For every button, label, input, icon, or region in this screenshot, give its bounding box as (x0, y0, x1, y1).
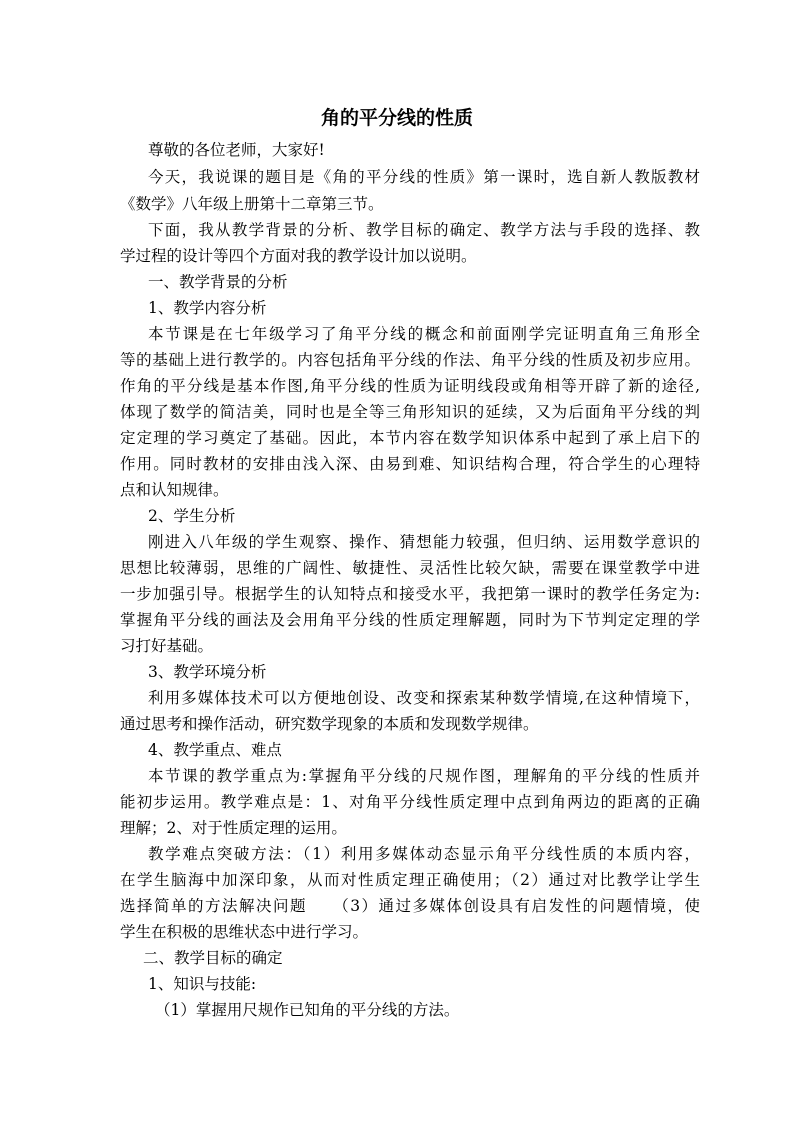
paragraph-line: 点和认知规律。 (120, 481, 229, 499)
paragraph-line: 刚进入八年级的学生观察、操作、猜想能力较强，但归纳、运用数学意识的 (148, 533, 700, 551)
section-heading: 二、教学目标的确定 (143, 949, 283, 967)
paragraph-line: 定定理的学习奠定了基础。因此，本节内容在数学知识体系中起到了承上启下的 (120, 429, 700, 447)
paragraph-line: 能初步运用。教学难点是：1、对角平分线性质定理中点到角两边的距离的正确 (120, 793, 700, 811)
paragraph-line: 选择简单的方法解决问题 （3）通过多媒体创设具有启发性的问题情境，使 (120, 897, 700, 915)
subsection-heading: 4、教学重点、难点 (148, 741, 282, 759)
paragraph-line: 体现了数学的简洁美，同时也是全等三角形知识的延续，又为后面角平分线的判 (120, 403, 700, 421)
paragraph-line: 利用多媒体技术可以方便地创设、改变和探索某种数学情境,在这种情境下， (148, 689, 700, 707)
paragraph-line: 等的基础上进行教学的。内容包括角平分线的作法、角平分线的性质及初步应用。 (120, 351, 700, 369)
paragraph-line: 习打好基础。 (120, 637, 214, 655)
paragraph-line: 教学难点突破方法：（1）利用多媒体动态显示角平分线性质的本质内容， (148, 845, 700, 863)
paragraph-line: 思想比较薄弱，思维的广阔性、敏捷性、灵活性比较欠缺，需要在课堂教学中进 (120, 559, 700, 577)
paragraph-line: 下面，我从教学背景的分析、教学目标的确定、教学方法与手段的选择、教 (148, 221, 700, 239)
subsection-heading: 3、教学环境分析 (148, 663, 267, 681)
paragraph-line: 在学生脑海中加深印象，从而对性质定理正确使用；（2）通过对比教学让学生 (120, 871, 700, 889)
paragraph-line: 作角的平分线是基本作图,角平分线的性质为证明线段或角相等开辟了新的途径, (120, 377, 700, 395)
paragraph-line: 《数学》八年级上册第十二章第三节。 (120, 195, 384, 213)
paragraph-line: 学过程的设计等四个方面对我的教学设计加以说明。 (120, 247, 477, 265)
subsection-heading: 1、知识与技能: (148, 975, 257, 993)
list-item: （1）掌握用尺规作已知角的平分线的方法。 (155, 1001, 460, 1019)
paragraph-line: 本节课的教学重点为:掌握角平分线的尺规作图，理解角的平分线的性质并 (148, 767, 700, 785)
paragraph-line: 学生在积极的思维状态中进行学习。 (120, 923, 369, 941)
paragraph-line: 今天，我说课的题目是《角的平分线的性质》第一课时，选自新人教版教材 (148, 168, 700, 186)
document-title: 角的平分线的性质 (320, 107, 473, 129)
paragraph-line: 理解；2、对于性质定理的运用。 (120, 819, 347, 837)
paragraph-line: 掌握角平分线的画法及会用角平分线的性质定理解题，同时为下节判定定理的学 (120, 611, 700, 629)
subsection-heading: 1、教学内容分析 (148, 299, 267, 317)
paragraph-line: 通过思考和操作活动，研究数学现象的本质和发现数学规律。 (120, 715, 539, 733)
paragraph-line: 本节课是在七年级学习了角平分线的概念和前面刚学完证明直角三角形全 (148, 325, 700, 343)
paragraph-line: 一步加强引导。根据学生的认知特点和接受水平，我把第一课时的教学任务定为: (120, 585, 700, 603)
subsection-heading: 2、学生分析 (148, 507, 236, 525)
section-heading: 一、教学背景的分析 (148, 273, 288, 291)
paragraph-line: 作用。同时教材的安排由浅入深、由易到难、知识结构合理，符合学生的心理特 (120, 455, 700, 473)
greeting: 尊敬的各位老师，大家好! (148, 141, 325, 159)
